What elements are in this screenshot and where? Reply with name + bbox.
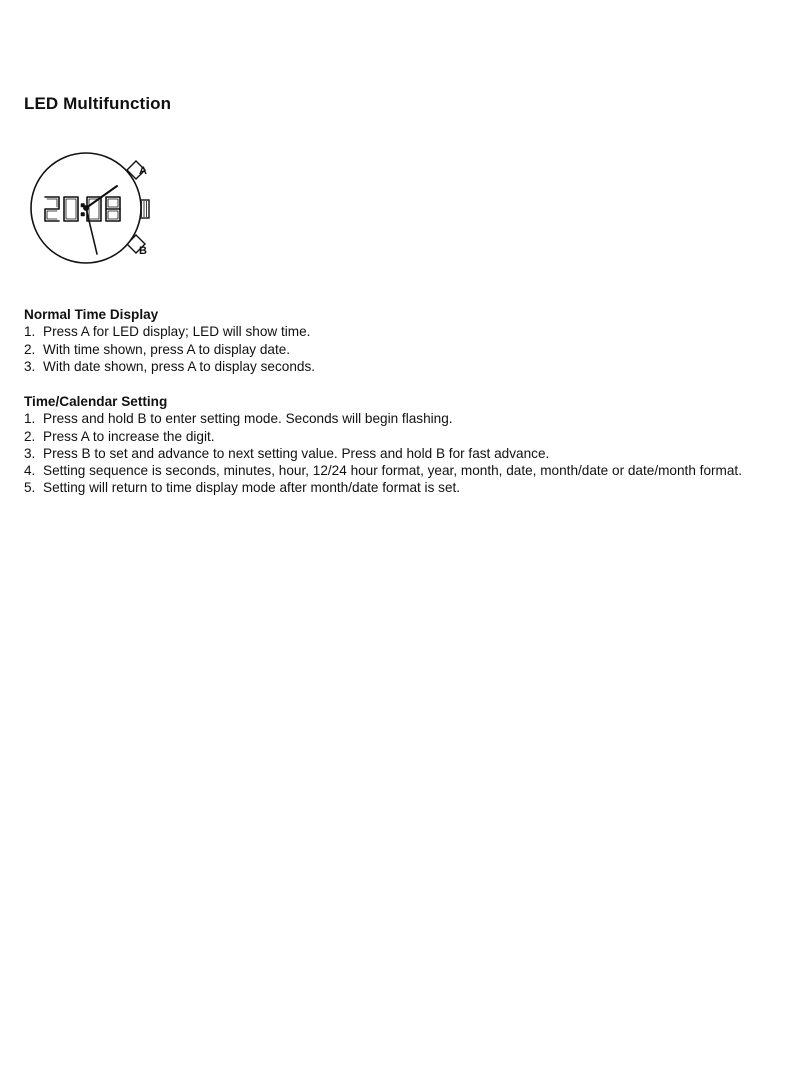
section-heading: Normal Time Display [24,307,159,322]
step-number: 2. [24,428,36,444]
step-item [24,479,800,496]
step-number: 3. [24,445,36,461]
step-text: Press A to increase the digit. [43,428,215,444]
page-title: LED Multifunction [24,94,172,113]
step-number: 1. [24,411,36,427]
step-number: 4. [24,463,36,479]
step-text: Press B to set and advance to next setting value. Press and hold B for fast advance. [43,445,550,461]
step-text: Press A for LED display; LED will show time. [43,324,311,340]
step-text: Setting sequence is seconds, minutes, hour, 12/24 hour format, year, month, date, month/date or date/month format. [43,463,742,479]
step-item [24,462,800,479]
step-number: 3. [24,358,36,374]
step-number: 5. [24,480,36,496]
step-item [24,445,800,462]
step-text: With date shown, press A to display seconds. [43,358,316,374]
step-text: Press and hold B to enter setting mode. Seconds will begin flashing. [43,411,453,427]
step-number: 2. [24,341,36,357]
steps-list [24,323,800,375]
step-text: With time shown, press A to display date. [43,341,291,357]
step-item [24,323,800,340]
button-b-label: B [139,245,147,257]
watch-illustration [24,150,164,268]
step-number: 1. [24,324,36,340]
step-text: Setting will return to time display mode after month/date format is set. [43,480,461,496]
step-item [24,358,800,375]
step-item [24,428,800,445]
section-heading: Time/Calendar Setting [24,394,168,409]
step-item [24,341,800,358]
time-calendar-setting-section [24,393,800,497]
button-a-label: A [139,165,147,177]
steps-list [24,410,800,496]
step-item [24,410,800,427]
normal-time-display-section [24,306,800,375]
watch-diagram [24,150,164,268]
